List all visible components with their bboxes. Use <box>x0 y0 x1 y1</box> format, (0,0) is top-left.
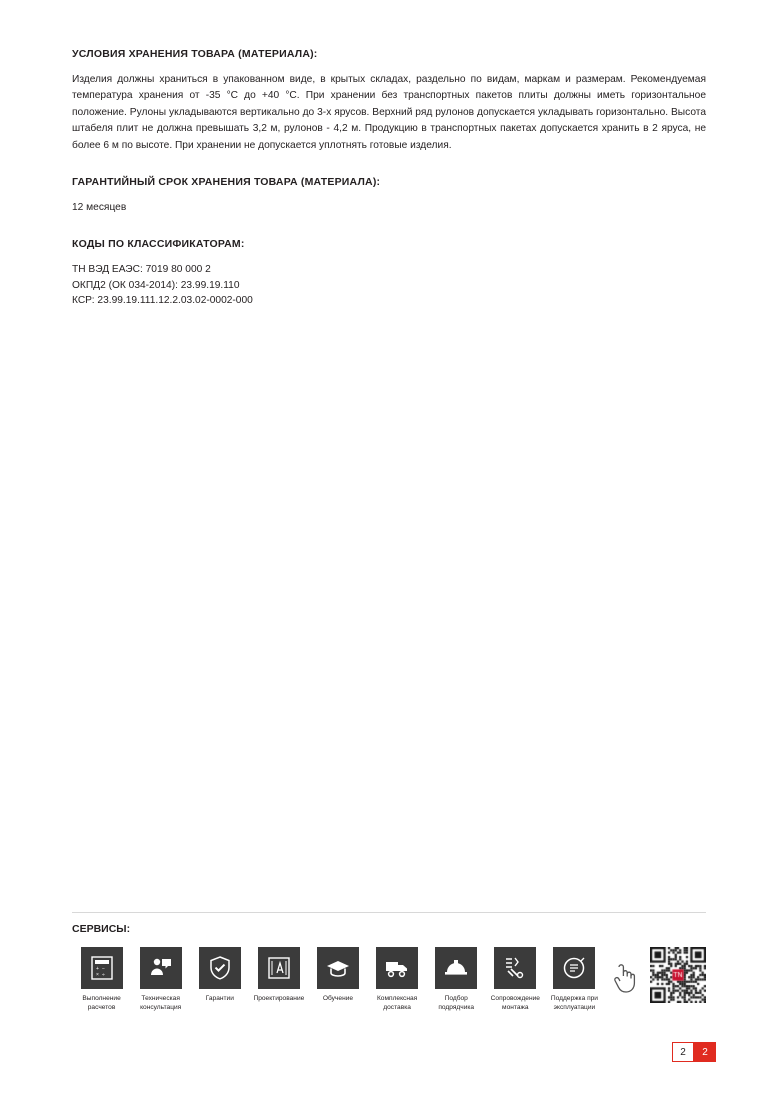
service-calculations[interactable] <box>72 947 131 1012</box>
service-design[interactable] <box>249 947 308 1004</box>
warranty-value: 12 месяцев <box>72 202 127 214</box>
consultation-icon <box>140 947 182 989</box>
service-warranty[interactable] <box>190 947 249 1004</box>
drafting-icon <box>258 947 300 989</box>
service-consultation[interactable] <box>131 947 190 1012</box>
services-footer <box>72 912 706 1012</box>
svg-text:+: + <box>95 966 99 972</box>
service-label: Комплексная доставка <box>376 995 418 1011</box>
service-label: Подбор подрядчика <box>438 995 475 1011</box>
code-item: ОКПД2 (ОК 034-2014): 23.99.19.110 <box>72 279 240 291</box>
shield-check-icon <box>199 947 241 989</box>
document-content <box>72 48 706 308</box>
services-title: СЕРВИСЫ: <box>72 923 131 935</box>
page-number-badge <box>672 1042 716 1062</box>
service-label: Сопровождение монтажа <box>490 995 540 1011</box>
service-label: Гарантии <box>205 995 234 1002</box>
pointing-hand-icon <box>604 947 644 995</box>
services-row <box>72 947 706 1012</box>
calculator-icon <box>81 947 123 989</box>
service-installation-support[interactable] <box>486 947 545 1012</box>
svg-text:×: × <box>95 972 99 978</box>
svg-text:÷: ÷ <box>101 972 105 978</box>
codes-list <box>72 262 706 308</box>
codes-title: КОДЫ ПО КЛАССИФИКАТОРАМ: <box>72 238 245 251</box>
storage-conditions-text: Изделия должны храниться в упакованном виде, в крытых складах, раздельно по видам, маркам и размерам. Рекомендуемая температура хранения от -35 °C до +40 °C. При хранении без транспортных пакетов плиты должны иметь горизонтальное положение. Рулоны укладываются вертикально до 3-х ярусов. Верхний ряд рулонов допускается укладывать горизонтально. Высота штабеля плит не должна превышать 3,2 м, рулонов - 4,2 м. Продукцию в транспортных пакетах допускается хранить в 2 яруса, не более 6 м по высоте. При хранении не допускается уплотнять готовые изделия. <box>72 74 706 151</box>
svg-text:−: − <box>101 966 105 972</box>
service-label: Обучение <box>322 995 354 1002</box>
installation-icon <box>494 947 536 989</box>
service-contractor[interactable] <box>427 947 486 1012</box>
qr-code-icon[interactable] <box>650 947 706 1003</box>
code-item: КСР: 23.99.19.111.12.2.03.02-0002-000 <box>72 294 253 306</box>
service-label: Техническая консультация <box>140 995 182 1011</box>
helmet-icon <box>435 947 477 989</box>
graduation-cap-icon <box>317 947 359 989</box>
truck-icon <box>376 947 418 989</box>
service-operation-support[interactable] <box>545 947 604 1012</box>
service-delivery[interactable] <box>368 947 427 1012</box>
support-icon <box>553 947 595 989</box>
page-total: 2 <box>694 1042 716 1062</box>
service-label: Выполнение расчетов <box>82 995 121 1011</box>
page-current: 2 <box>672 1042 694 1062</box>
code-item: ТН ВЭД ЕАЭС: 7019 80 000 2 <box>72 264 211 276</box>
service-label: Поддержка при эксплуатации <box>550 995 598 1011</box>
services-divider <box>72 912 706 913</box>
warranty-title: ГАРАНТИЙНЫЙ СРОК ХРАНЕНИЯ ТОВАРА (МАТЕРИАЛА): <box>72 176 381 189</box>
storage-conditions-title: УСЛОВИЯ ХРАНЕНИЯ ТОВАРА (МАТЕРИАЛА): <box>72 48 318 60</box>
service-training[interactable] <box>308 947 367 1004</box>
service-label: Проектирование <box>253 995 305 1002</box>
